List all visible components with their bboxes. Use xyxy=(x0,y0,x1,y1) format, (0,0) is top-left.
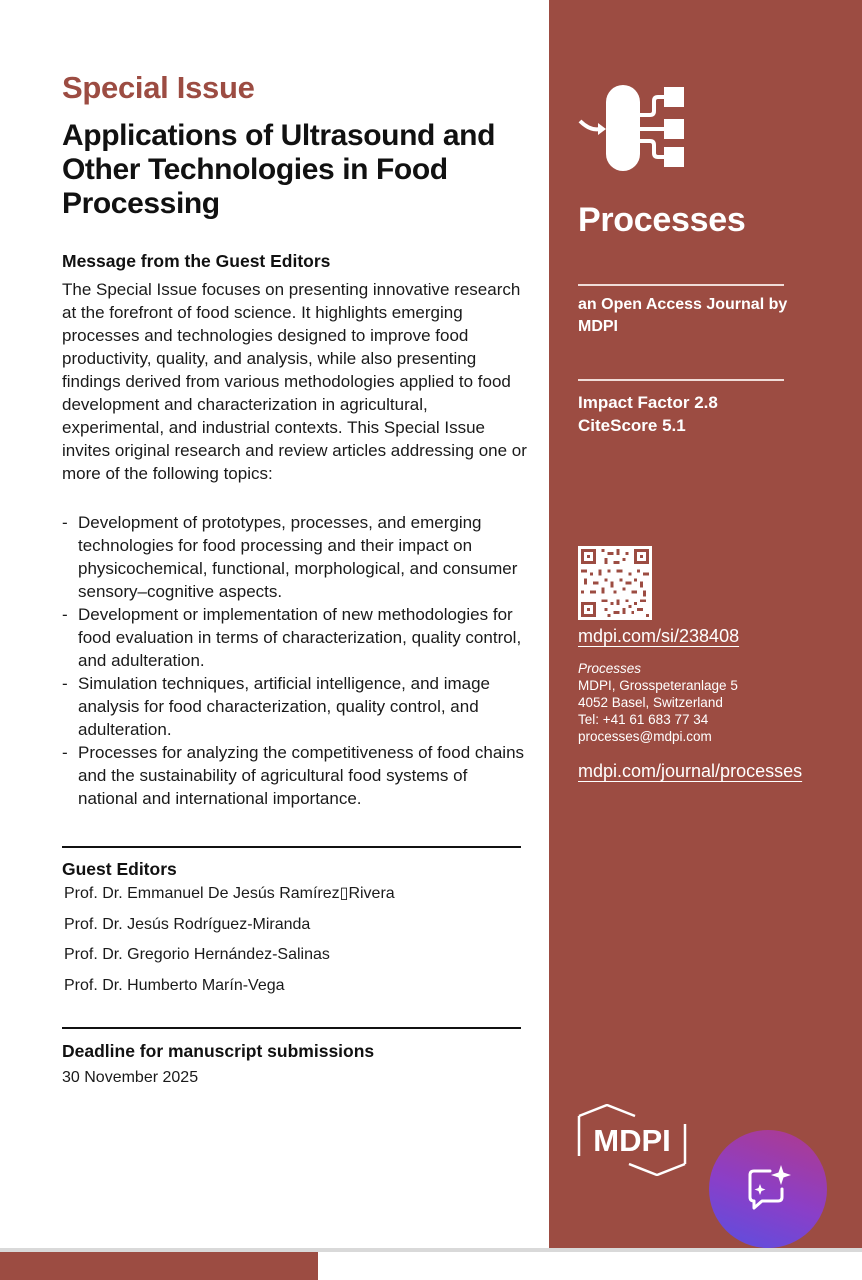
message-heading: Message from the Guest Editors xyxy=(62,251,331,271)
sidebar-divider xyxy=(578,379,784,381)
guest-editor: Prof. Dr. Emmanuel De Jesús Ramírez▯Rivera xyxy=(64,885,395,902)
deadline-heading: Deadline for manuscript submissions xyxy=(62,1041,375,1061)
contact-address xyxy=(578,660,738,745)
topic-item: - Development or implementation of new methodologies for food evaluation in terms of characterization, quality control, and adulteration. xyxy=(62,605,522,670)
guest-editor: Prof. Dr. Humberto Marín-Vega xyxy=(64,977,285,995)
divider xyxy=(62,846,521,848)
dash-bullet: - xyxy=(62,674,68,693)
dash-bullet: - xyxy=(62,513,68,532)
address-journal: Processes xyxy=(578,661,642,676)
guest-editors-heading: Guest Editors xyxy=(62,859,177,879)
topic-item: - Processes for analyzing the competitiveness of food chains and the sustainability of agricultural food systems of national and international importance. xyxy=(62,743,525,808)
impact-factor: Impact Factor 2.8 xyxy=(578,393,718,412)
address-line1: MDPI, Grosspeteranlage 5 xyxy=(578,678,738,693)
special-issue-link[interactable]: mdpi.com/si/238408 xyxy=(578,626,740,646)
dash-bullet: - xyxy=(62,743,68,762)
sidebar-divider xyxy=(578,284,784,286)
guest-editors-list xyxy=(64,884,395,1007)
divider xyxy=(62,1027,521,1029)
deadline-date: 30 November 2025 xyxy=(62,1069,199,1086)
citescore: CiteScore 5.1 xyxy=(578,416,686,435)
ai-chat-button[interactable] xyxy=(709,1130,827,1248)
guest-editor: Prof. Dr. Gregorio Hernández-Salinas xyxy=(64,946,330,964)
open-access-label: an Open Access Journal by MDPI xyxy=(578,296,788,335)
address-line2: 4052 Basel, Switzerland xyxy=(578,695,723,710)
svg-text:MDPI: MDPI xyxy=(593,1123,671,1158)
message-body: The Special Issue focuses on presenting innovative research at the forefront of food science. It highlights emerging processes and technologies designed to improve food productivity, quality, and analysis, while also presenting findings derived from various methodologies applied to food development and characterization in agricultural, experimental, and industrial contexts. This Special Issue invites original research and review articles addressing one or more of the following topics: xyxy=(62,280,527,483)
special-issue-title: Applications of Ultrasound and Other Technologies in Food Processing xyxy=(62,119,496,220)
journal-name: Processes xyxy=(578,201,746,239)
topics-list xyxy=(62,511,527,810)
special-issue-label: Special Issue xyxy=(62,70,255,105)
mdpi-logo xyxy=(577,1104,687,1176)
processes-logo-icon xyxy=(578,85,688,171)
topic-item: - Development of prototypes, processes, and emerging technologies for food processing and their impact on physicochemical, functional, morphological, and consumer sensory–cognitive aspects. xyxy=(62,513,518,601)
topic-item: - Simulation techniques, artificial intelligence, and image analysis for food characterization, quality control, and adulteration. xyxy=(62,674,491,739)
next-page-preview xyxy=(0,1252,318,1280)
journal-sidebar xyxy=(549,0,862,1248)
dash-bullet: - xyxy=(62,605,68,624)
journal-metrics xyxy=(578,391,718,437)
ai-chat-sparkle-icon xyxy=(742,1163,794,1215)
qr-code-icon[interactable] xyxy=(578,546,652,620)
address-email[interactable]: processes@mdpi.com xyxy=(578,729,712,744)
journal-link[interactable]: mdpi.com/journal/processes xyxy=(578,761,803,781)
address-tel: Tel: +41 61 683 77 34 xyxy=(578,712,709,727)
guest-editor: Prof. Dr. Jesús Rodríguez-Miranda xyxy=(64,915,311,933)
